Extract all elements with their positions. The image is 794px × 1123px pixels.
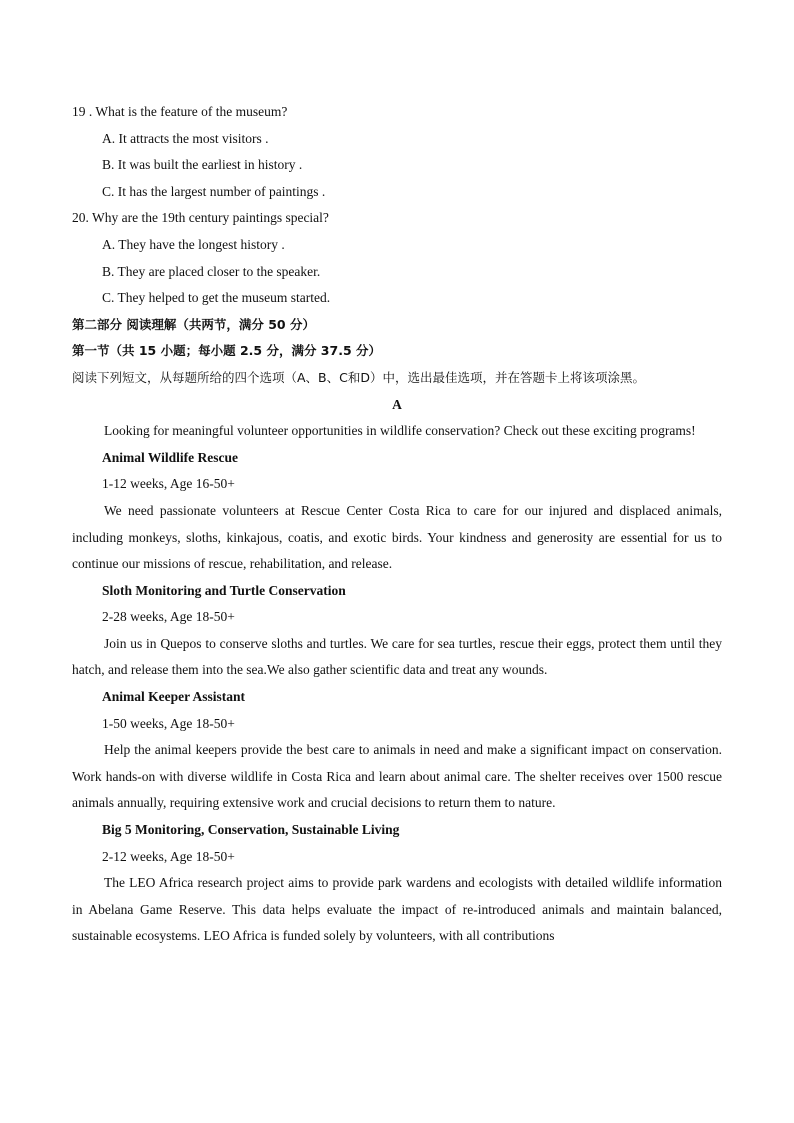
question-20-option-c: C. They helped to get the museum started.	[102, 290, 331, 306]
question-20-stem: 20. Why are the 19th century paintings special?	[72, 210, 329, 226]
question-20-option-a: A. They have the longest history .	[102, 236, 285, 252]
document-page	[72, 99, 722, 950]
program-body: We need passionate volunteers at Rescue Center Costa Rica to care for our injured and displaced animals, including monkeys, sloths, kinkajous, coatis, and exotic birds. Your kindness and generosity are essential for us to continue our missions of rescue, rehabilitation, and release.	[72, 502, 722, 572]
instruction-text: 阅读下列短文，从每题所给的四个选项（A、B、C和D）中，选出最佳选项，并在答题卡上将该项涂黑。	[72, 369, 645, 385]
question-20-option-b: B. They are placed closer to the speaker.	[102, 263, 321, 279]
program-body: The LEO Africa research project aims to provide park wardens and ecologists with detailed wildlife information in Abelana Game Reserve. This data helps evaluate the impact of re-introduced animals and maintain balanced, sustainable ecosystems. LEO Africa is funded solely by volunteers, with all contributions	[72, 875, 722, 944]
subsection-title: 第一节（共 15 小题；每小题 2.5 分，满分 37.5 分）	[72, 343, 381, 359]
program-meta: 2-12 weeks, Age 18-50+	[102, 848, 235, 864]
program-title: Big 5 Monitoring, Conservation, Sustainable Living	[102, 822, 400, 838]
question-19-stem: 19 . What is the feature of the museum?	[72, 104, 288, 119]
question-19-option-a: A. It attracts the most visitors .	[102, 130, 269, 146]
question-19-option-c: C. It has the largest number of paintings .	[102, 183, 326, 199]
question-19-option-b: B. It was built the earliest in history .	[102, 157, 303, 173]
program-meta: 1-50 weeks, Age 18-50+	[102, 715, 235, 731]
program-body: Join us in Quepos to conserve sloths and turtles. We care for sea turtles, rescue their eggs, protect them until they hatch, and release them into the sea.We also gather scientific data and treat any wounds.	[72, 635, 722, 678]
passage-letter: A	[392, 396, 402, 412]
passage-intro: Looking for meaningful volunteer opportunities in wildlife conservation? Check out these exciting programs!	[104, 423, 696, 439]
program-title: Sloth Monitoring and Turtle Conservation	[102, 582, 346, 598]
part-title: 第二部分 阅读理解（共两节，满分 50 分）	[72, 316, 315, 332]
program-meta: 2-28 weeks, Age 18-50+	[102, 609, 235, 625]
program-title: Animal Keeper Assistant	[102, 689, 246, 705]
program-title: Animal Wildlife Rescue	[102, 449, 239, 465]
program-meta: 1-12 weeks, Age 16-50+	[102, 476, 235, 492]
program-body: Help the animal keepers provide the best care to animals in need and make a significant impact on conservation. Work hands-on with diverse wildlife in Costa Rica and learn about animal care. The shelter receives over 1500 rescue animals annually, requiring extensive work and crucial decisions to return them to nature.	[72, 742, 722, 811]
